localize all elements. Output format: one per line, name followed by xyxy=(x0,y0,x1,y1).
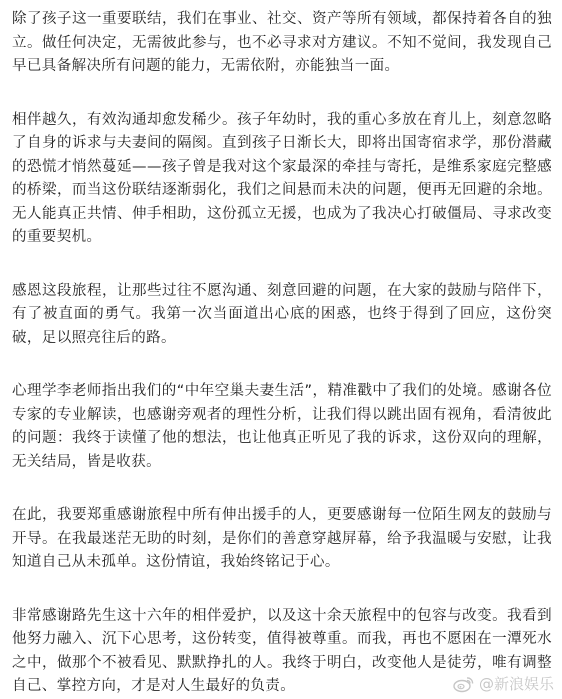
paragraph-3: 感恩这段旅程，让那些过往不愿沟通、刻意回避的问题，在大家的鼓励与陪伴下，有了被直面的勇气。我第一次当面道出心底的困惑，也终于得到了回应，这份突破，足以照亮往后的路。 xyxy=(12,282,552,346)
article-body xyxy=(12,8,552,699)
weibo-logo-icon xyxy=(453,675,475,693)
paragraph-4: 心理学李老师指出我们的“中年空巢夫妻生活”，精准戳中了我们的处境。感谢各位专家的专业解读，也感谢旁观者的理性分析，让我们得以跳出固有视角，看清彼此的问题：我终于读懂了他的想法，也让他真正听见了我的诉求，这份双向的理解，无关结局，皆是收获。 xyxy=(12,383,552,470)
paragraph-5: 在此，我要郑重感谢旅程中所有伸出援手的人，更要感谢每一位陌生网友的鼓励与开导。在我最迷茫无助的时刻，是你们的善意穿越屏幕，给予我温暖与安慰，让我知道自己从未孤单。这份情谊，我始终铭记于心。 xyxy=(12,507,552,570)
paragraph-2: 相伴越久，有效沟通却愈发稀少。孩子年幼时，我的重心多放在育儿上，刻意忽略了自身的诉求与夫妻间的隔阂。直到孩子日渐长大，即将出国寄宿求学，那份潜藏的恐慌才悄然蔓延——孩子曾是我对这个家最深的牵挂与寄托，是维系家庭完整感的桥梁，而当这份联结逐渐弱化，我们之间悬而未决的问题，便再无回避的余地。无人能真正共情、伸手相助，这份孤立无援，也成为了我决心打破僵局、寻求改变的重要契机。 xyxy=(12,111,552,245)
paragraph-1: 除了孩子这一重要联结，我们在事业、社交、资产等所有领域，都保持着各自的独立。做任何决定，无需彼此参与，也不必寻求对方建议。不知不觉间，我发现自己早已具备解决所有问题的能力，无需依附，亦能独当一面。 xyxy=(12,11,552,74)
watermark-text: @新浪娱乐 xyxy=(478,675,554,693)
paragraph-6: 非常感谢路先生这十六年的相伴爱护，以及这十余天旅程中的包容与改变。我看到他努力融入、沉下心思考，这份转变，值得被尊重。而我，再也不愿困在一潭死水之中，做那个不被看见、默默挣扎的人。我终于明白，改变他人是徒劳，唯有调整自己、掌控方向，才是对人生最好的负责。 xyxy=(12,607,552,694)
sina-ent-watermark xyxy=(453,673,554,694)
